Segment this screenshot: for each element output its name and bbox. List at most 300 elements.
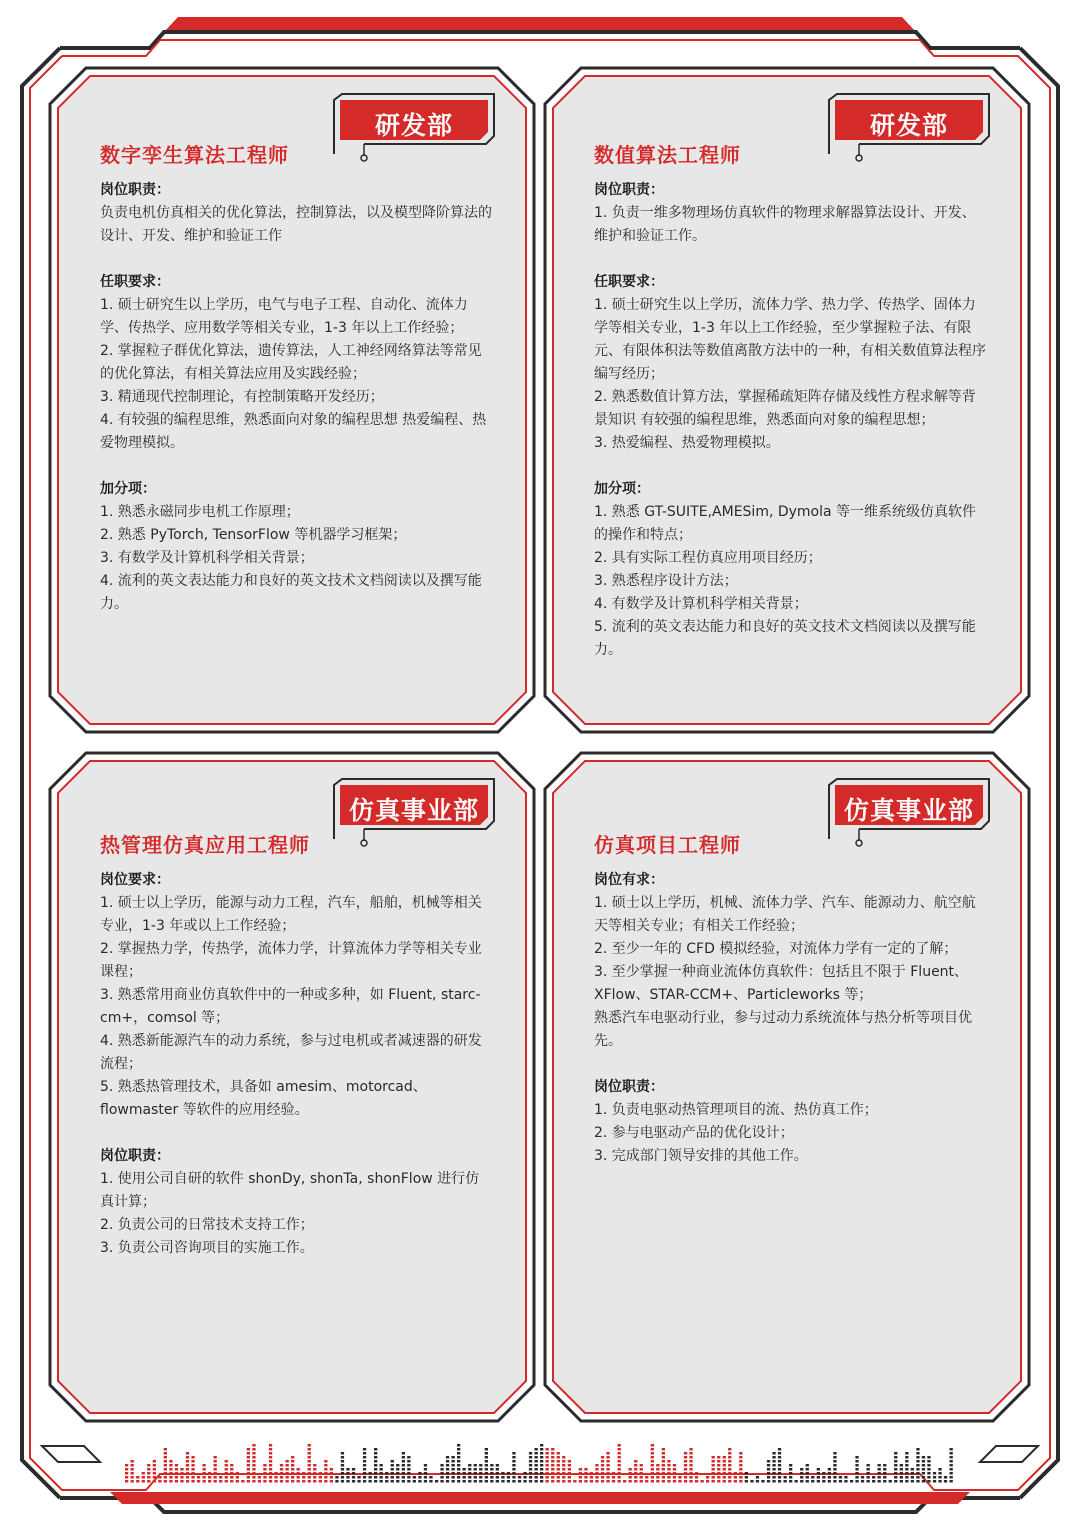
job-title: 数值算法工程师 bbox=[594, 143, 741, 167]
equalizer-bar-segment bbox=[789, 1468, 792, 1471]
dept-label: 研发部 bbox=[374, 111, 453, 140]
equalizer-bar-segment bbox=[324, 1476, 327, 1479]
equalizer-bar-segment bbox=[684, 1472, 687, 1475]
list-item: 2. 熟悉 PyTorch, TensorFlow 等机器学习框架； bbox=[100, 527, 407, 543]
equalizer-bar-segment bbox=[618, 1448, 621, 1451]
equalizer-bar-segment bbox=[175, 1468, 178, 1471]
equalizer-bar-segment bbox=[363, 1464, 366, 1467]
equalizer-bar-segment bbox=[540, 1452, 543, 1455]
list-item: 4. 流利的英文表达能力和良好的英文技术文档阅读以及撰写能力。 bbox=[100, 573, 482, 612]
equalizer-bar-segment bbox=[640, 1464, 643, 1467]
equalizer-bar-segment bbox=[734, 1476, 737, 1479]
top-red-bar bbox=[164, 17, 916, 32]
equalizer-bar-segment bbox=[584, 1468, 587, 1471]
equalizer-bar-segment bbox=[164, 1460, 167, 1463]
equalizer-bar-segment bbox=[579, 1476, 582, 1479]
equalizer-bar-segment bbox=[872, 1476, 875, 1479]
equalizer-bar-segment bbox=[723, 1460, 726, 1463]
equalizer-bar-segment bbox=[916, 1448, 919, 1451]
list-item: 5. 熟悉热管理技术，具备如 amesim、motorcad、flowmaster 等软件的应用经验。 bbox=[100, 1079, 427, 1118]
equalizer-bar-segment bbox=[452, 1468, 455, 1471]
equalizer-bar-segment bbox=[634, 1468, 637, 1471]
equalizer-bar-segment bbox=[767, 1472, 770, 1475]
equalizer-bar-segment bbox=[485, 1456, 488, 1459]
equalizer-bar-segment bbox=[629, 1468, 632, 1471]
equalizer-bar-segment bbox=[861, 1480, 864, 1483]
equalizer-bar-segment bbox=[385, 1480, 388, 1483]
equalizer-bar-segment bbox=[274, 1476, 277, 1479]
equalizer-bar-segment bbox=[938, 1468, 941, 1471]
equalizer-bar-segment bbox=[308, 1464, 311, 1467]
equalizer-bar-segment bbox=[723, 1456, 726, 1459]
job-title: 热管理仿真应用工程师 bbox=[100, 833, 310, 857]
equalizer-bar-segment bbox=[308, 1448, 311, 1451]
equalizer-bar-segment bbox=[269, 1468, 272, 1471]
equalizer-bar-segment bbox=[717, 1480, 720, 1483]
equalizer-bar-segment bbox=[723, 1476, 726, 1479]
equalizer-bar-segment bbox=[656, 1468, 659, 1471]
section-heading: 岗位职责： bbox=[594, 182, 664, 198]
equalizer-bar-segment bbox=[562, 1456, 565, 1459]
equalizer-bar-segment bbox=[263, 1472, 266, 1475]
equalizer-bar-segment bbox=[535, 1448, 538, 1451]
equalizer-bar-segment bbox=[380, 1480, 383, 1483]
equalizer-bar-segment bbox=[269, 1476, 272, 1479]
equalizer-bar-segment bbox=[363, 1480, 366, 1483]
equalizer-bar-segment bbox=[308, 1468, 311, 1471]
equalizer-bar-segment bbox=[142, 1480, 145, 1483]
equalizer-bar-segment bbox=[369, 1472, 372, 1475]
equalizer-bar-segment bbox=[341, 1476, 344, 1479]
equalizer-bar-segment bbox=[778, 1464, 781, 1467]
equalizer-bar-segment bbox=[385, 1472, 388, 1475]
equalizer-bar-segment bbox=[407, 1480, 410, 1483]
equalizer-bar-segment bbox=[214, 1476, 217, 1479]
equalizer-bar-segment bbox=[784, 1480, 787, 1483]
equalizer-bar-segment bbox=[756, 1476, 759, 1479]
equalizer-bar-segment bbox=[225, 1464, 228, 1467]
equalizer-bar-segment bbox=[601, 1456, 604, 1459]
equalizer-bar-segment bbox=[855, 1480, 858, 1483]
section-heading: 任职要求： bbox=[100, 274, 170, 290]
equalizer-bar-segment bbox=[689, 1452, 692, 1455]
equalizer-bar-segment bbox=[557, 1452, 560, 1455]
equalizer-bar-segment bbox=[557, 1456, 560, 1459]
equalizer-decoration bbox=[125, 1438, 955, 1484]
list-item: 4. 有数学及计算机科学相关背景； bbox=[594, 596, 808, 612]
equalizer-bar-segment bbox=[535, 1472, 538, 1475]
equalizer-bar-segment bbox=[391, 1476, 394, 1479]
equalizer-bar-segment bbox=[402, 1452, 405, 1455]
equalizer-bar-segment bbox=[501, 1472, 504, 1475]
equalizer-bar-segment bbox=[612, 1472, 615, 1475]
equalizer-bar-segment bbox=[717, 1472, 720, 1475]
equalizer-bar-segment bbox=[512, 1452, 515, 1455]
equalizer-bar-segment bbox=[452, 1464, 455, 1467]
equalizer-bar-segment bbox=[728, 1468, 731, 1471]
equalizer-bar-segment bbox=[717, 1468, 720, 1471]
equalizer-bar-segment bbox=[927, 1480, 930, 1483]
equalizer-bar-segment bbox=[396, 1472, 399, 1475]
equalizer-bar-segment bbox=[452, 1472, 455, 1475]
equalizer-bar-segment bbox=[579, 1472, 582, 1475]
equalizer-bar-segment bbox=[407, 1464, 410, 1467]
equalizer-bar-segment bbox=[540, 1444, 543, 1447]
equalizer-bar-segment bbox=[418, 1476, 421, 1479]
equalizer-bar-segment bbox=[313, 1476, 316, 1479]
equalizer-bar-segment bbox=[662, 1460, 665, 1463]
equalizer-bar-segment bbox=[252, 1468, 255, 1471]
equalizer-bar-segment bbox=[656, 1480, 659, 1483]
equalizer-bar-segment bbox=[540, 1460, 543, 1463]
equalizer-bar-segment bbox=[363, 1468, 366, 1471]
equalizer-bar-segment bbox=[463, 1472, 466, 1475]
equalizer-bar-segment bbox=[667, 1460, 670, 1463]
equalizer-bar-segment bbox=[601, 1464, 604, 1467]
equalizer-bar-segment bbox=[131, 1464, 134, 1467]
equalizer-bar-segment bbox=[723, 1472, 726, 1475]
equalizer-bar-segment bbox=[330, 1480, 333, 1483]
equalizer-bar-segment bbox=[352, 1480, 355, 1483]
equalizer-bar-segment bbox=[944, 1480, 947, 1483]
equalizer-bar-segment bbox=[640, 1480, 643, 1483]
equalizer-bar-segment bbox=[916, 1480, 919, 1483]
equalizer-bar-segment bbox=[413, 1480, 416, 1483]
equalizer-bar-segment bbox=[651, 1444, 654, 1447]
equalizer-bar-segment bbox=[916, 1472, 919, 1475]
equalizer-bar-segment bbox=[457, 1448, 460, 1451]
equalizer-bar-segment bbox=[772, 1472, 775, 1475]
equalizer-bar-segment bbox=[950, 1452, 953, 1455]
equalizer-bar-segment bbox=[363, 1452, 366, 1455]
equalizer-bar-segment bbox=[214, 1468, 217, 1471]
equalizer-bar-segment bbox=[164, 1476, 167, 1479]
equalizer-bar-segment bbox=[335, 1476, 338, 1479]
equalizer-bar-segment bbox=[341, 1472, 344, 1475]
equalizer-bar-segment bbox=[263, 1468, 266, 1471]
section-bonus bbox=[594, 478, 988, 662]
equalizer-bar-segment bbox=[252, 1464, 255, 1467]
equalizer-bar-segment bbox=[208, 1476, 211, 1479]
equalizer-bar-segment bbox=[529, 1452, 532, 1455]
equalizer-bar-segment bbox=[656, 1476, 659, 1479]
equalizer-bar-segment bbox=[523, 1476, 526, 1479]
equalizer-bar-segment bbox=[158, 1480, 161, 1483]
equalizer-bar-segment bbox=[606, 1464, 609, 1467]
equalizer-bar-segment bbox=[601, 1468, 604, 1471]
equalizer-bar-segment bbox=[778, 1448, 781, 1451]
equalizer-bar-segment bbox=[606, 1480, 609, 1483]
equalizer-bar-segment bbox=[142, 1472, 145, 1475]
equalizer-bar-segment bbox=[878, 1480, 881, 1483]
equalizer-bar-segment bbox=[452, 1456, 455, 1459]
section-heading: 加分项： bbox=[594, 481, 650, 497]
equalizer-bar-segment bbox=[501, 1476, 504, 1479]
equalizer-bar-segment bbox=[302, 1480, 305, 1483]
equalizer-bar-segment bbox=[833, 1476, 836, 1479]
equalizer-bar-segment bbox=[535, 1480, 538, 1483]
equalizer-bar-segment bbox=[839, 1476, 842, 1479]
equalizer-bar-segment bbox=[817, 1480, 820, 1483]
section-duties bbox=[594, 179, 988, 248]
equalizer-bar-segment bbox=[618, 1444, 621, 1447]
equalizer-bar-segment bbox=[634, 1472, 637, 1475]
equalizer-bar-segment bbox=[922, 1460, 925, 1463]
equalizer-bar-segment bbox=[440, 1468, 443, 1471]
equalizer-bar-segment bbox=[784, 1476, 787, 1479]
equalizer-bar-segment bbox=[468, 1468, 471, 1471]
equalizer-bar-segment bbox=[147, 1468, 150, 1471]
equalizer-bar-segment bbox=[678, 1480, 681, 1483]
equalizer-bar-segment bbox=[203, 1464, 206, 1467]
equalizer-bar-segment bbox=[595, 1472, 598, 1475]
equalizer-bar-segment bbox=[833, 1460, 836, 1463]
equalizer-bar-segment bbox=[147, 1476, 150, 1479]
card-body bbox=[100, 179, 492, 616]
card-body bbox=[594, 179, 988, 662]
equalizer-bar-segment bbox=[861, 1476, 864, 1479]
equalizer-bar-segment bbox=[772, 1468, 775, 1471]
equalizer-bar-segment bbox=[894, 1468, 897, 1471]
equalizer-bar-segment bbox=[651, 1464, 654, 1467]
equalizer-bar-segment bbox=[474, 1476, 477, 1479]
equalizer-bar-segment bbox=[800, 1480, 803, 1483]
equalizer-bar-segment bbox=[546, 1448, 549, 1451]
equalizer-bar-segment bbox=[169, 1472, 172, 1475]
equalizer-bar-segment bbox=[191, 1456, 194, 1459]
equalizer-bar-segment bbox=[689, 1480, 692, 1483]
equalizer-bar-segment bbox=[767, 1468, 770, 1471]
equalizer-bar-segment bbox=[391, 1460, 394, 1463]
equalizer-bar-segment bbox=[568, 1480, 571, 1483]
equalizer-bar-segment bbox=[490, 1476, 493, 1479]
equalizer-bar-segment bbox=[684, 1468, 687, 1471]
equalizer-bar-segment bbox=[645, 1480, 648, 1483]
equalizer-bar-segment bbox=[324, 1464, 327, 1467]
section-requirements bbox=[594, 869, 986, 1053]
equalizer-bar-segment bbox=[767, 1476, 770, 1479]
equalizer-bar-segment bbox=[562, 1476, 565, 1479]
equalizer-bar-segment bbox=[153, 1460, 156, 1463]
equalizer-bar-segment bbox=[662, 1468, 665, 1471]
equalizer-bar-segment bbox=[324, 1468, 327, 1471]
equalizer-bar-segment bbox=[673, 1476, 676, 1479]
equalizer-bar-segment bbox=[374, 1448, 377, 1451]
equalizer-bar-segment bbox=[468, 1472, 471, 1475]
equalizer-bar-segment bbox=[855, 1476, 858, 1479]
equalizer-bar-segment bbox=[535, 1468, 538, 1471]
equalizer-bar-segment bbox=[739, 1464, 742, 1467]
equalizer-bar-segment bbox=[927, 1476, 930, 1479]
equalizer-bar-segment bbox=[557, 1476, 560, 1479]
equalizer-bar-segment bbox=[584, 1472, 587, 1475]
equalizer-bar-segment bbox=[214, 1460, 217, 1463]
equalizer-bar-segment bbox=[778, 1460, 781, 1463]
dept-label: 研发部 bbox=[869, 111, 948, 140]
equalizer-bar-segment bbox=[695, 1472, 698, 1475]
equalizer-bar-segment bbox=[916, 1452, 919, 1455]
equalizer-bar-segment bbox=[535, 1460, 538, 1463]
equalizer-bar-segment bbox=[806, 1480, 809, 1483]
equalizer-bar-segment bbox=[219, 1480, 222, 1483]
equalizer-bar-segment bbox=[557, 1472, 560, 1475]
equalizer-bar-segment bbox=[396, 1464, 399, 1467]
equalizer-bar-segment bbox=[291, 1472, 294, 1475]
equalizer-bar-segment bbox=[402, 1480, 405, 1483]
equalizer-bar-segment bbox=[523, 1480, 526, 1483]
equalizer-bar-segment bbox=[297, 1480, 300, 1483]
equalizer-bar-segment bbox=[745, 1472, 748, 1475]
equalizer-bar-segment bbox=[496, 1468, 499, 1471]
equalizer-bar-segment bbox=[291, 1460, 294, 1463]
equalizer-bar-segment bbox=[689, 1448, 692, 1451]
equalizer-bar-segment bbox=[739, 1480, 742, 1483]
equalizer-bar-segment bbox=[562, 1464, 565, 1467]
equalizer-bar-segment bbox=[535, 1456, 538, 1459]
equalizer-bar-segment bbox=[905, 1464, 908, 1467]
equalizer-bar-segment bbox=[894, 1452, 897, 1455]
equalizer-bar-segment bbox=[147, 1464, 150, 1467]
list-item: 5. 流利的英文表达能力和良好的英文技术文档阅读以及撰写能力。 bbox=[594, 619, 976, 658]
equalizer-bar-segment bbox=[629, 1476, 632, 1479]
equalizer-bar-segment bbox=[905, 1460, 908, 1463]
equalizer-bar-segment bbox=[225, 1480, 228, 1483]
equalizer-bar-segment bbox=[230, 1472, 233, 1475]
equalizer-bar-segment bbox=[313, 1472, 316, 1475]
equalizer-bar-segment bbox=[662, 1456, 665, 1459]
equalizer-bar-segment bbox=[180, 1476, 183, 1479]
list-item: 2. 具有实际工程仿真应用项目经历； bbox=[594, 550, 822, 566]
equalizer-bar-segment bbox=[767, 1460, 770, 1463]
equalizer-bar-segment bbox=[938, 1476, 941, 1479]
equalizer-bar-segment bbox=[546, 1468, 549, 1471]
equalizer-bar-segment bbox=[739, 1452, 742, 1455]
equalizer-bar-segment bbox=[147, 1472, 150, 1475]
equalizer-bar-segment bbox=[507, 1480, 510, 1483]
equalizer-bar-segment bbox=[640, 1476, 643, 1479]
equalizer-bar-segment bbox=[203, 1472, 206, 1475]
list-item: 2. 负责公司的日常技术支持工作； bbox=[100, 1217, 314, 1233]
equalizer-bar-segment bbox=[712, 1456, 715, 1459]
equalizer-bar-segment bbox=[828, 1468, 831, 1471]
equalizer-bar-segment bbox=[540, 1464, 543, 1467]
equalizer-bar-segment bbox=[252, 1472, 255, 1475]
equalizer-bar-segment bbox=[191, 1460, 194, 1463]
equalizer-bar-segment bbox=[230, 1468, 233, 1471]
equalizer-bar-segment bbox=[916, 1456, 919, 1459]
section-requirements bbox=[594, 271, 988, 455]
equalizer-bar-segment bbox=[463, 1476, 466, 1479]
section-heading: 岗位有求： bbox=[594, 872, 664, 888]
equalizer-bar-segment bbox=[457, 1472, 460, 1475]
equalizer-bar-segment bbox=[440, 1476, 443, 1479]
equalizer-bar-segment bbox=[656, 1464, 659, 1467]
equalizer-bar-segment bbox=[330, 1472, 333, 1475]
equalizer-bar-segment bbox=[529, 1464, 532, 1467]
equalizer-bar-segment bbox=[363, 1448, 366, 1451]
equalizer-bar-segment bbox=[734, 1472, 737, 1475]
equalizer-bar-segment bbox=[280, 1480, 283, 1483]
equalizer-bar-segment bbox=[147, 1480, 150, 1483]
equalizer-bar-segment bbox=[662, 1476, 665, 1479]
equalizer-bar-segment bbox=[485, 1468, 488, 1471]
equalizer-bar-segment bbox=[457, 1468, 460, 1471]
equalizer-bar-segment bbox=[313, 1468, 316, 1471]
equalizer-bar-segment bbox=[330, 1468, 333, 1471]
equalizer-bar-segment bbox=[263, 1464, 266, 1467]
equalizer-bar-segment bbox=[474, 1468, 477, 1471]
equalizer-bar-segment bbox=[125, 1464, 128, 1467]
equalizer-bar-segment bbox=[933, 1476, 936, 1479]
equalizer-bar-segment bbox=[286, 1468, 289, 1471]
equalizer-bar-segment bbox=[236, 1476, 239, 1479]
equalizer-bar-segment bbox=[512, 1480, 515, 1483]
equalizer-bar-segment bbox=[496, 1476, 499, 1479]
equalizer-bar-segment bbox=[535, 1464, 538, 1467]
equalizer-bar-segment bbox=[916, 1464, 919, 1467]
equalizer-bar-segment bbox=[706, 1476, 709, 1479]
equalizer-bar-segment bbox=[651, 1456, 654, 1459]
equalizer-bar-segment bbox=[883, 1468, 886, 1471]
equalizer-bar-segment bbox=[900, 1468, 903, 1471]
equalizer-bar-segment bbox=[308, 1476, 311, 1479]
equalizer-bar-segment bbox=[363, 1456, 366, 1459]
equalizer-bar-segment bbox=[158, 1476, 161, 1479]
equalizer-bar-segment bbox=[855, 1464, 858, 1467]
equalizer-bar-segment bbox=[595, 1476, 598, 1479]
equalizer-bar-segment bbox=[280, 1472, 283, 1475]
equalizer-bar-segment bbox=[612, 1476, 615, 1479]
equalizer-bar-segment bbox=[911, 1480, 914, 1483]
equalizer-bar-segment bbox=[529, 1480, 532, 1483]
job-card-digital-twin bbox=[48, 66, 536, 734]
equalizer-bar-segment bbox=[507, 1472, 510, 1475]
list-item: 4. 有较强的编程思维，熟悉面向对象的编程思想 热爱编程、热爱物理模拟。 bbox=[100, 412, 487, 451]
equalizer-bar-segment bbox=[540, 1480, 543, 1483]
equalizer-bar-segment bbox=[402, 1464, 405, 1467]
equalizer-bar-segment bbox=[618, 1456, 621, 1459]
equalizer-bar-segment bbox=[308, 1460, 311, 1463]
equalizer-bar-segment bbox=[684, 1476, 687, 1479]
equalizer-bar-segment bbox=[540, 1476, 543, 1479]
equalizer-bar-segment bbox=[855, 1460, 858, 1463]
list-item: 4. 熟悉新能源汽车的动力系统，参与过电机或者减速器的研发流程； bbox=[100, 1033, 482, 1072]
equalizer-bar-segment bbox=[169, 1468, 172, 1471]
equalizer-bar-segment bbox=[274, 1472, 277, 1475]
equalizer-bar-segment bbox=[778, 1472, 781, 1475]
equalizer-bar-segment bbox=[551, 1464, 554, 1467]
equalizer-bar-segment bbox=[772, 1456, 775, 1459]
equalizer-bar-segment bbox=[778, 1468, 781, 1471]
equalizer-bar-segment bbox=[950, 1472, 953, 1475]
equalizer-bar-segment bbox=[175, 1476, 178, 1479]
equalizer-bar-segment bbox=[689, 1472, 692, 1475]
equalizer-bar-segment bbox=[225, 1468, 228, 1471]
equalizer-bar-segment bbox=[645, 1476, 648, 1479]
job-card-simulation-project bbox=[543, 751, 1031, 1423]
equalizer-bar-segment bbox=[689, 1464, 692, 1467]
equalizer-bar-segment bbox=[806, 1468, 809, 1471]
equalizer-bar-segment bbox=[346, 1480, 349, 1483]
equalizer-bar-segment bbox=[131, 1460, 134, 1463]
equalizer-bar-segment bbox=[656, 1472, 659, 1475]
equalizer-bar-segment bbox=[164, 1448, 167, 1451]
equalizer-bar-segment bbox=[546, 1472, 549, 1475]
equalizer-bar-segment bbox=[374, 1480, 377, 1483]
equalizer-bar-segment bbox=[396, 1480, 399, 1483]
equalizer-bar-segment bbox=[479, 1472, 482, 1475]
equalizer-bar-segment bbox=[911, 1476, 914, 1479]
